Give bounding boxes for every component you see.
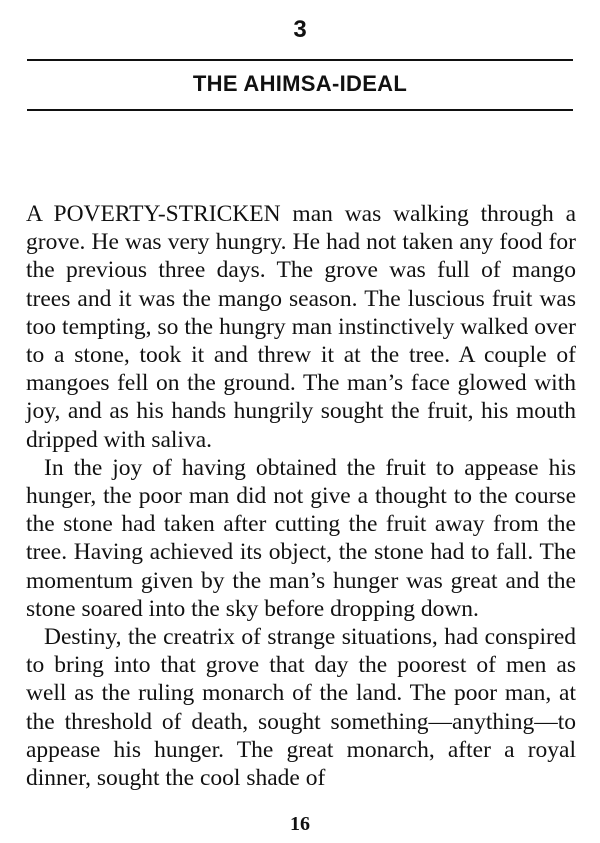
paragraph-3: Destiny, the creatrix of strange situations, had conspired to bring into that grove that day the poorest of men as well as the ruling monarch of the land. The poor man, at the threshold of death, sought something—anything—to appease his hunger. The great monarch, after a royal dinner, sought the cool shade of [26,624,576,792]
top-rule [27,59,573,61]
page-number: 16 [290,813,310,835]
chapter-body [26,200,576,792]
chapter-number: 3 [293,16,307,43]
paragraph-2: In the joy of having obtained the fruit to appease his hunger, the poor man did not give a thought to the course the stone had taken after cutting the fruit away from the tree. Having achieved its object, the stone had to fall. The momentum given by the man’s hunger was great and the stone soared into the sky before dropping down. [26,454,576,622]
paragraph-1: A POVERTY-STRICKEN man was walking through a grove. He was very hungry. He had not taken any food for the previous three days. The grove was full of mango trees and it was the mango season. The luscious fruit was too tempting, so the hungry man instinctively walked over to a stone, took it and threw it at the tree. A couple of mangoes fell on the ground. The man’s face glowed with joy, and as his hands hungrily sought the fruit, his mouth dripped with saliva. [26,201,576,453]
bottom-rule [27,109,573,111]
chapter-title: THE AHIMSA-IDEAL [192,71,408,96]
